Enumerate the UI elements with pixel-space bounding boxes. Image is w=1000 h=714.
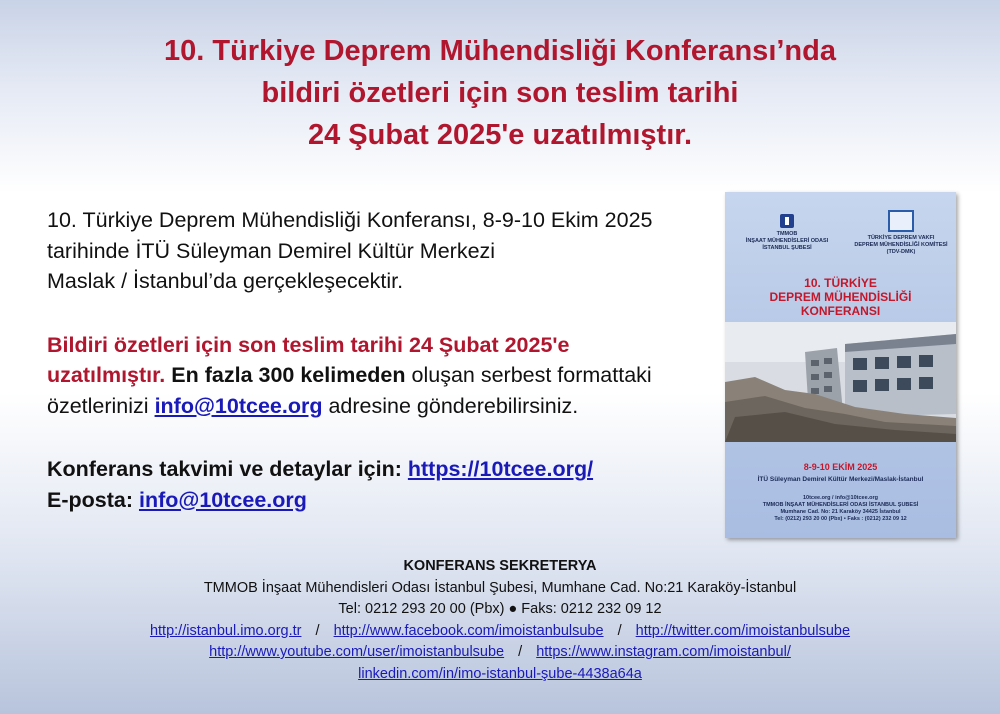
headline-line-2: bildiri özetleri için son teslim tarihi [261, 77, 739, 109]
intro-line-1: 10. Türkiye Deprem Mühendisliği Konferansı, 8-9-10 Ekim 2025 [47, 208, 653, 232]
imo-name-3: İSTANBUL ŞUBESİ [762, 245, 812, 251]
instagram-link[interactable]: https://www.instagram.com/imoistanbul/ [536, 644, 791, 660]
intro-line-2: tarihinde İTÜ Süleyman Demirel Kültür Merkezi [47, 238, 496, 263]
links-row-1 [0, 621, 1000, 643]
deadline-highlight-1: Bildiri özetleri için son teslim tarihi 24 Şubat 2025'e [47, 332, 570, 357]
poster-contact-1: 10tcee.org / info@10tcee.org [802, 495, 879, 501]
facebook-link[interactable]: http://www.facebook.com/imoistanbulsube [333, 622, 604, 639]
poster-venue: İTÜ Süleyman Demirel Kültür Merkezi/Maslak-İstanbul [757, 476, 924, 483]
poster-contact [725, 495, 956, 523]
page-headline [0, 30, 1000, 156]
send-text: adresine gönderebilirsiniz. [328, 393, 579, 418]
imo-logo-block [737, 214, 837, 252]
conference-poster [725, 192, 956, 538]
link-separator: / [315, 622, 320, 639]
tdv-name-3: (TDV-DMK) [886, 249, 916, 255]
tdv-name-1: TÜRKİYE DEPREM VAKFI [867, 235, 935, 241]
imo-name-2: İNŞAAT MÜHENDİSLERİ ODASI [745, 238, 829, 244]
website-link[interactable]: http://istanbul.imo.org.tr [149, 622, 302, 639]
details-label: Konferans takvimi ve detaylar için: [47, 457, 402, 481]
secretariat-address: TMMOB İnşaat Mühendisleri Odası İstanbul Şubesi, Mumhane Cad. No:21 Karaköy-İstanbul [203, 579, 797, 596]
deadline-paragraph [47, 330, 707, 422]
link-separator: / [518, 644, 523, 660]
secretariat-footer [0, 556, 1000, 685]
headline-line-1: 10. Türkiye Deprem Mühendisliği Konferansı’nda [164, 35, 836, 67]
intro-line-3: Maslak / İstanbul’da gerçekleşecektir. [47, 269, 404, 293]
tdv-logo-icon [888, 210, 914, 232]
secretariat-title: KONFERANS SEKRETERYA [403, 558, 597, 574]
youtube-link[interactable]: http://www.youtube.com/user/imoistanbulsube [209, 644, 505, 660]
poster-date: 8-9-10 EKİM 2025 [803, 462, 878, 472]
poster-title [725, 276, 956, 318]
poster-title-2: DEPREM MÜHENDİSLİĞİ [769, 290, 912, 304]
linkedin-link[interactable]: linkedin.com/in/imo-istanbul-şube-4438a64a [358, 665, 642, 682]
link-separator: / [617, 622, 622, 639]
poster-contact-3: Mumhane Cad. No: 21 Karaköy 34425 İstanbul [780, 509, 901, 515]
poster-title-1: 10. TÜRKİYE [804, 276, 877, 290]
imo-logo-icon [780, 214, 794, 228]
deadline-highlight-2: uzatılmıştır. [47, 363, 166, 387]
abstracts-text: özetlerinizi [47, 393, 149, 418]
intro-paragraph [47, 205, 707, 297]
headline-line-3: 24 Şubat 2025'e uzatılmıştır. [307, 119, 693, 151]
imo-name-1: TMMOB [776, 231, 798, 237]
conference-website-link[interactable]: https://10tcee.org/ [407, 457, 594, 481]
links-row-2 [0, 642, 1000, 664]
tdv-name-2: DEPREM MÜHENDİSLİĞİ KOMİTESİ [854, 242, 948, 248]
earthquake-damage-photo [725, 322, 956, 442]
links-row-3 [0, 664, 1000, 686]
twitter-link[interactable]: http://twitter.com/imoistanbulsube [635, 622, 851, 639]
poster-contact-2: TMMOB İNŞAAT MÜHENDİSLERİ ODASI İSTANBUL ŞUBESİ [762, 502, 919, 508]
contact-email-link[interactable]: info@10tcee.org [138, 487, 307, 512]
email-label: E-posta: [47, 487, 133, 512]
submission-email-link[interactable]: info@10tcee.org [154, 393, 323, 418]
format-text: oluşan serbest formattaki [411, 363, 652, 387]
tdv-logo-block [849, 210, 953, 256]
details-paragraph [47, 454, 707, 515]
poster-title-3: KONFERANSI [800, 304, 881, 318]
word-limit-text: En fazla 300 kelimeden [171, 363, 406, 387]
poster-contact-4: Tel: (0212) 293 20 00 (Pbx) • Faks : (0212) 232 09 12 [774, 516, 907, 522]
secretariat-phone: Tel: 0212 293 20 00 (Pbx) ● Faks: 0212 232 09 12 [338, 601, 662, 617]
announcement-body [47, 205, 707, 548]
